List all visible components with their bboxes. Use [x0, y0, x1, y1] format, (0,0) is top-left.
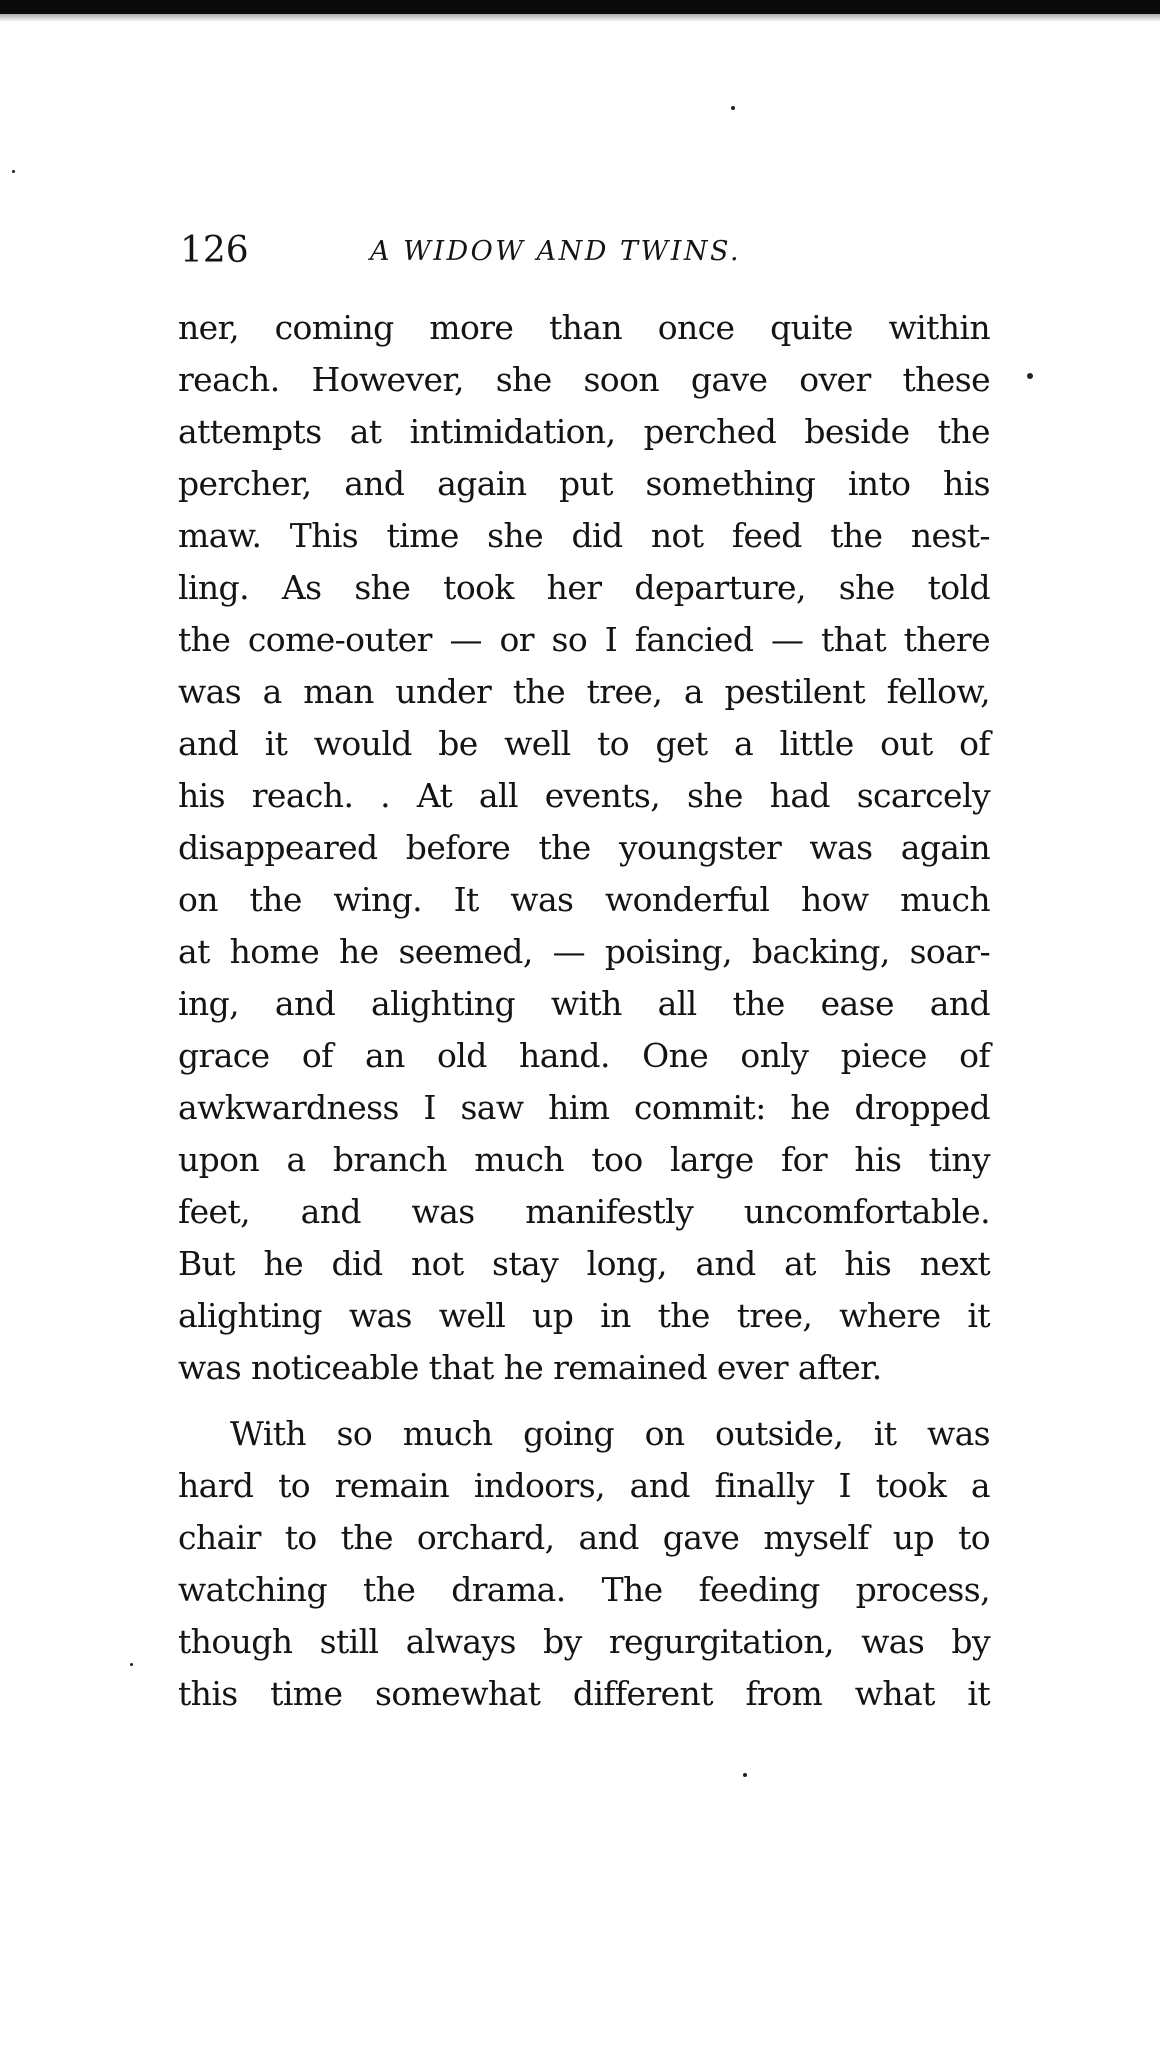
- paragraph: [178, 302, 990, 1394]
- paragraph: [178, 1408, 990, 1720]
- running-head: [180, 226, 990, 276]
- text-line: ner, coming more than once quite within: [178, 308, 990, 347]
- text-line: at home he seemed, — poising, backing, soar-: [178, 932, 990, 971]
- scan-speck: [731, 106, 735, 110]
- text-line: reach. However, she soon gave over these: [178, 360, 990, 399]
- text-line: attempts at intimidation, perched beside the: [178, 412, 990, 451]
- text-line: chair to the orchard, and gave myself up to: [178, 1518, 990, 1557]
- text-line: his reach. . At all events, she had scarcely: [178, 776, 990, 815]
- text-line: awkwardness I saw him commit: he dropped: [178, 1088, 990, 1127]
- page-number: 126: [180, 230, 249, 271]
- text-line: this time somewhat different from what it: [178, 1674, 990, 1713]
- text-line: was noticeable that he remained ever after.: [178, 1348, 882, 1387]
- body-text: [178, 302, 990, 1720]
- text-line: on the wing. It was wonderful how much: [178, 880, 990, 919]
- text-line: But he did not stay long, and at his next: [178, 1244, 990, 1283]
- text-line: grace of an old hand. One only piece of: [178, 1036, 990, 1075]
- text-line: feet, and was manifestly uncomfortable.: [178, 1192, 990, 1231]
- scan-speck: [1027, 373, 1033, 379]
- text-line: upon a branch much too large for his tiny: [178, 1140, 990, 1179]
- text-line: was a man under the tree, a pestilent fellow,: [178, 672, 990, 711]
- running-title: A WIDOW AND TWINS.: [370, 236, 742, 267]
- scan-speck: [743, 1773, 747, 1777]
- text-line: ing, and alighting with all the ease and: [178, 984, 990, 1023]
- text-line: disappeared before the youngster was again: [178, 828, 990, 867]
- text-line: With so much going on outside, it was: [230, 1414, 990, 1453]
- text-line: percher, and again put something into his: [178, 464, 990, 503]
- text-line: watching the drama. The feeding process,: [178, 1570, 990, 1609]
- text-line: hard to remain indoors, and finally I took a: [178, 1466, 990, 1505]
- text-line: and it would be well to get a little out of: [178, 724, 990, 763]
- scan-speck: [130, 1663, 133, 1666]
- text-line: maw. This time she did not feed the nest-: [178, 516, 990, 555]
- paragraph-gap: [178, 1394, 990, 1408]
- text-line: though still always by regurgitation, was by: [178, 1622, 990, 1661]
- text-line: alighting was well up in the tree, where it: [178, 1296, 990, 1335]
- scan-top-edge: [0, 0, 1160, 14]
- scan-speck: [12, 170, 15, 173]
- text-line: ling. As she took her departure, she told: [178, 568, 990, 607]
- text-line: the come-outer — or so I fancied — that there: [178, 620, 990, 659]
